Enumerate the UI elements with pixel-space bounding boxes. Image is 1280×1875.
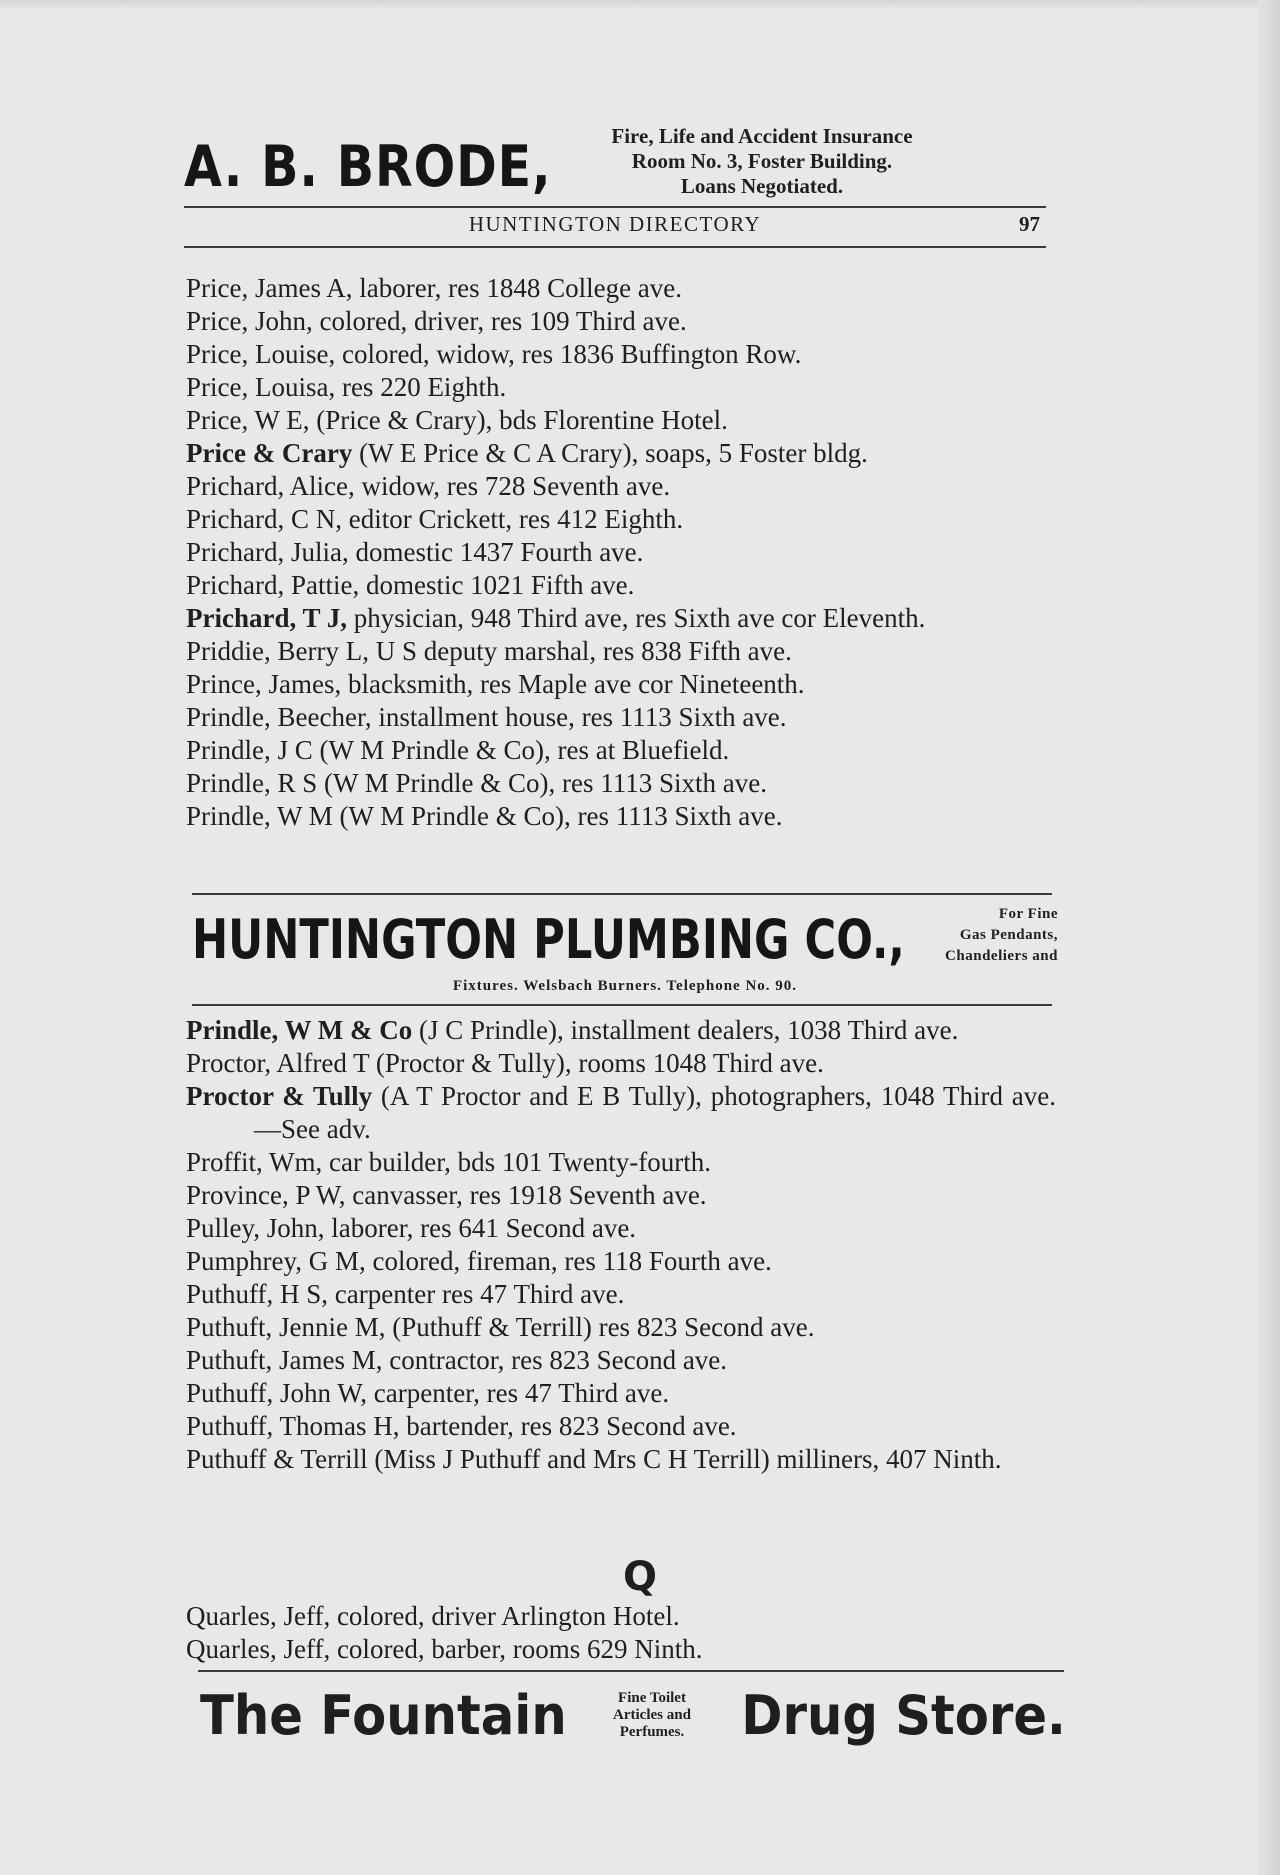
directory-entry: Puthuff, John W, carpenter, res 47 Third ave.: [186, 1378, 670, 1408]
directory-entry: Puthuff, Thomas H, bartender, res 823 Second ave.: [186, 1411, 737, 1441]
footer-ad-rule: [198, 1670, 1064, 1672]
directory-entry: Quarles, Jeff, colored, driver Arlington Hotel.: [186, 1601, 680, 1631]
directory-entry: Prindle, J C (W M Prindle & Co), res at Bluefield.: [186, 735, 730, 765]
directory-entry: Prindle, W M (W M Prindle & Co), res 1113 Sixth ave.: [186, 801, 783, 831]
directory-entry: Price, W E, (Price & Crary), bds Florentine Hotel.: [186, 405, 728, 435]
directory-entry: Puthuff, H S, carpenter res 47 Third ave.: [186, 1279, 625, 1309]
plumbing-ad-top-rule: [192, 893, 1052, 895]
running-header: [184, 212, 1046, 242]
plumbing-ad-bottom-rule: [192, 1004, 1052, 1006]
directory-entry: Price, James A, laborer, res 1848 College ave.: [186, 273, 683, 303]
directory-entry: Prince, James, blacksmith, res Maple ave cor Nineteenth.: [186, 669, 805, 699]
directory-entry: Prindle, Beecher, installment house, res 1113 Sixth ave.: [186, 702, 787, 732]
directory-entry: Prichard, C N, editor Crickett, res 412 Eighth.: [186, 504, 684, 534]
fountain-middle-line: Fine Toilet: [618, 1690, 686, 1706]
directory-entry: Prindle, W M & Co (J C Prindle), installment dealers, 1038 Third ave.: [186, 1015, 959, 1045]
directory-entry: Prichard, T J, physician, 948 Third ave, res Sixth ave cor Eleventh.: [186, 603, 926, 633]
header-bottom-rule: [184, 246, 1046, 248]
plumbing-side-lines: [868, 904, 1058, 967]
directory-entry: Price, Louisa, res 220 Eighth.: [186, 372, 507, 402]
directory-entry: Pulley, John, laborer, res 641 Second ave.: [186, 1213, 637, 1243]
directory-entry: Puthuft, Jennie M, (Puthuff & Terrill) res 823 Second ave.: [186, 1312, 815, 1342]
directory-entry: Prichard, Julia, domestic 1437 Fourth ave.: [186, 537, 644, 567]
fountain-middle-line: Articles and: [613, 1707, 691, 1723]
fountain-advertisement: [200, 1684, 1066, 1764]
directory-entry: Proctor & Tully (A T Proctor and E B Tully), photographers, 1048 Third ave.—See adv.: [186, 1081, 1056, 1144]
brode-ad-line: Loans Negotiated.: [680, 174, 844, 198]
brode-ad-line: Room No. 3, Foster Building.: [631, 149, 893, 173]
directory-entry: Prichard, Pattie, domestic 1021 Fifth ave.: [186, 570, 635, 600]
directory-entry: Price, Louise, colored, widow, res 1836 Buffington Row.: [186, 339, 802, 369]
directory-entry: Priddie, Berry L, U S deputy marshal, res 838 Fifth ave.: [186, 636, 792, 666]
fountain-name: The Fountain: [200, 1684, 567, 1747]
directory-entry: Quarles, Jeff, colored, barber, rooms 629 Ninth.: [186, 1634, 703, 1664]
brode-ad-lines: [532, 124, 992, 199]
plumbing-bottom-line: Fixtures. Welsbach Burners. Telephone No. 90.: [452, 978, 798, 994]
fountain-middle-lines: [582, 1690, 722, 1741]
directory-entries-c: [186, 1600, 1056, 1666]
plumbing-side-line: Chandeliers and: [945, 948, 1058, 964]
header-top-rule: [184, 206, 1046, 208]
directory-entry: Proffit, Wm, car builder, bds 101 Twenty-fourth.: [186, 1147, 711, 1177]
plumbing-side-line: For Fine: [998, 906, 1058, 922]
directory-entry: Prindle, R S (W M Prindle & Co), res 1113 Sixth ave.: [186, 768, 767, 798]
drug-store-label: Drug Store.: [741, 1684, 1066, 1747]
directory-entry: Price, John, colored, driver, res 109 Third ave.: [186, 306, 687, 336]
brode-name: A. B. BRODE,: [184, 134, 552, 200]
page-number: 97: [1019, 212, 1040, 236]
directory-entry: Proctor, Alfred T (Proctor & Tully), rooms 1048 Third ave.: [186, 1048, 824, 1078]
directory-entries-b: [186, 1014, 1056, 1476]
plumbing-company-name: HUNTINGTON PLUMBING CO.,: [192, 908, 905, 971]
brode-advertisement: [184, 120, 1046, 202]
brode-ad-line: Fire, Life and Accident Insurance: [611, 124, 913, 148]
directory-entries-a: [186, 272, 1056, 833]
plumbing-advertisement: [192, 900, 1058, 1000]
directory-entry: Province, P W, canvasser, res 1918 Seventh ave.: [186, 1180, 707, 1210]
directory-entry: Price & Crary (W E Price & C A Crary), soaps, 5 Foster bldg.: [186, 438, 868, 468]
directory-entry: Puthuff & Terrill (Miss J Puthuff and Mrs C H Terrill) milliners, 407 Ninth.: [186, 1444, 1002, 1474]
fountain-middle-line: Perfumes.: [619, 1724, 685, 1740]
directory-entry: Prichard, Alice, widow, res 728 Seventh ave.: [186, 471, 671, 501]
page-title: HUNTINGTON DIRECTORY: [468, 212, 762, 236]
directory-entry: Puthuft, James M, contractor, res 823 Second ave.: [186, 1345, 728, 1375]
plumbing-side-line: Gas Pendants,: [959, 927, 1058, 943]
directory-entry: Pumphrey, G M, colored, fireman, res 118 Fourth ave.: [186, 1246, 772, 1276]
section-letter: Q: [622, 1554, 657, 1600]
page-top-edge: [0, 0, 1280, 10]
